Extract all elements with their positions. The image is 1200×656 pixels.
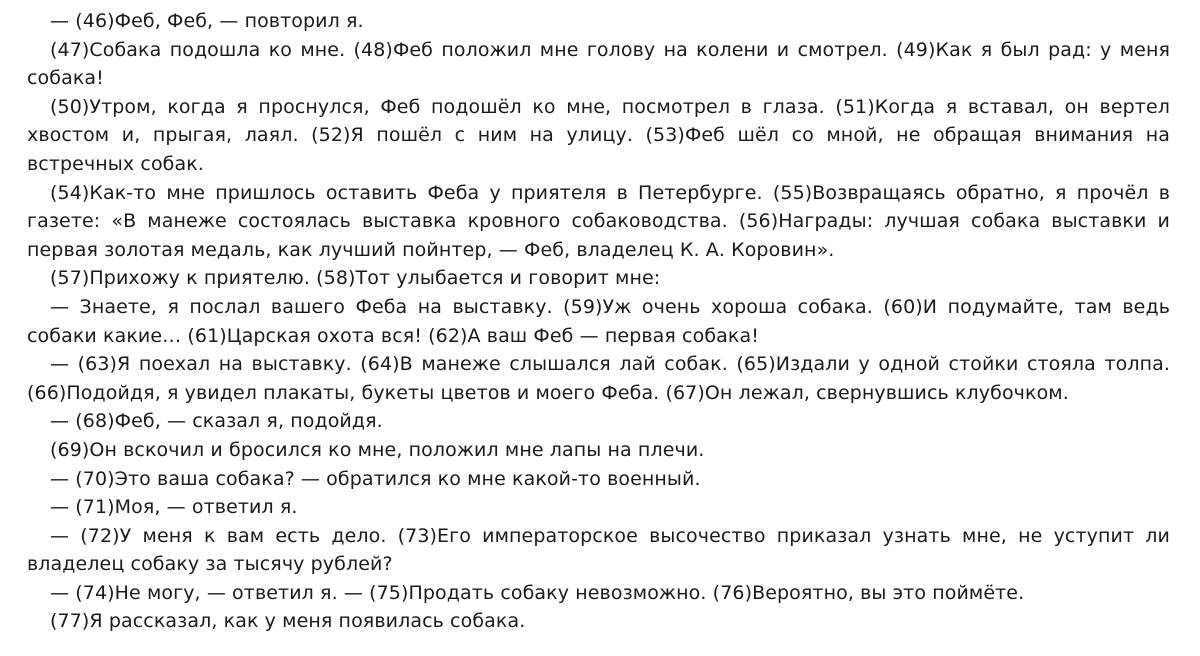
paragraph-77: (77)Я рассказал, как у меня появилась собака. bbox=[50, 610, 526, 633]
paragraph-69: (69)Он вскочил и бросился ко мне, положил мне лапы на плечи. bbox=[50, 438, 705, 461]
paragraph-46: — (46)Феб, Феб, — повторил я. bbox=[50, 10, 364, 32]
paragraph-70: — (70)Это ваша собака? — обратился ко мне какой-то военный. bbox=[50, 467, 701, 490]
paragraph-74-76: — (74)Не могу, — ответил я. — (75)Продать собаку невозможно. (76)Вероятно, вы это поймёте. bbox=[50, 581, 1025, 604]
paragraph-68: — (68)Феб, — сказал я, подойдя. bbox=[50, 410, 383, 433]
paragraph-50-53: (50)Утром, когда я проснулся, Феб подошёл ко мне, посмотрел в глаза. (51)Когда я вставал, он вертел хвостом и, прыгая, лаял. (52)Я пошёл с ним на улицу. (53)Феб шёл со мной, не обращая внимания на встречных собак. bbox=[27, 95, 1170, 175]
paragraph-47-49: (47)Собака подошла ко мне. (48)Феб положил мне голову на колени и смотрел. (49)Как я был рад: у меня собака! bbox=[27, 38, 1170, 90]
paragraph-63-67: — (63)Я поехал на выставку. (64)В манеже слышался лай собак. (65)Издали у одной стойки стояла толпа. (66)Подойдя, я увидел плакаты, букеты цветов и моего Феба. (67)Он лежал, свернувшись клубочком. bbox=[27, 353, 1170, 404]
paragraph-72-73: — (72)У меня к вам есть дело. (73)Его императорское высочество приказал узнать мне, не уступит ли владелец собаку за тысячу рублей? bbox=[27, 524, 1170, 576]
paragraph-58-62: — Знаете, я послал вашего Феба на выставку. (59)Уж очень хороша собака. (60)И подумайте, там ведь собаки какие… (61)Царская охота вся! (62)А ваш Феб — первая собака! bbox=[27, 295, 1170, 347]
paragraph-71: — (71)Моя, — ответил я. bbox=[50, 496, 298, 519]
paragraph-57-58: (57)Прихожу к приятелю. (58)Тот улыбается и говорит мне: bbox=[50, 267, 661, 290]
paragraph-54-56: (54)Как-то мне пришлось оставить Феба у приятеля в Петербурге. (55)Возвращаясь обратно, я прочёл в газете: «В манеже состоялась выставка кровного собаководства. (56)Награды: лучшая собака выставки и первая золотая медаль, как лучший пойнтер, — Феб, владелец К. А. Коровин». bbox=[27, 181, 1170, 261]
